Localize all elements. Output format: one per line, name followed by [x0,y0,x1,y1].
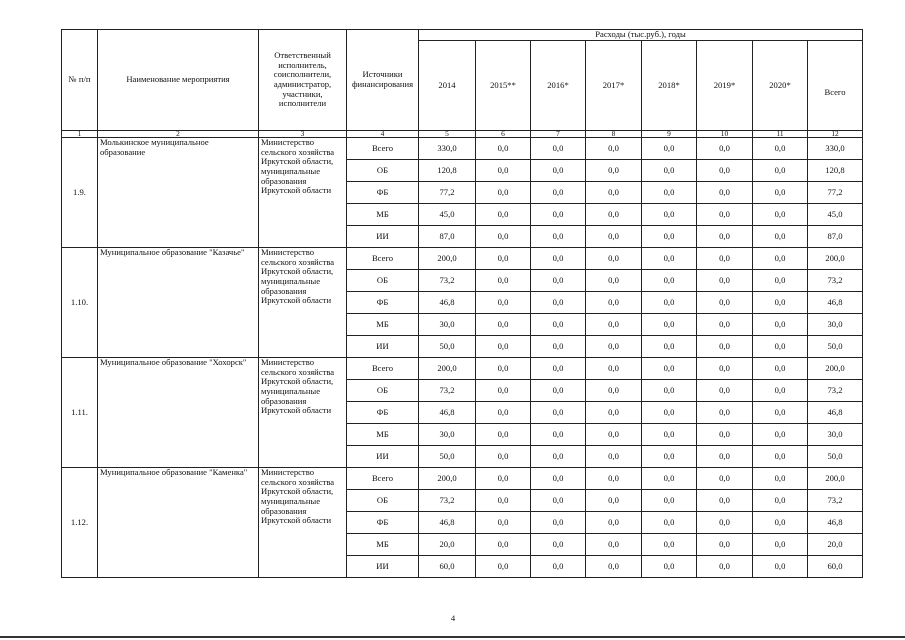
year-value: 0,0 [642,556,697,578]
total-value: 200,0 [808,358,863,380]
year-value: 45,0 [419,204,476,226]
total-value: 46,8 [808,402,863,424]
year-value: 0,0 [642,270,697,292]
column-number: 7 [531,131,586,138]
header-total: Всего [808,41,863,131]
year-value: 0,0 [476,490,531,512]
year-value: 30,0 [419,424,476,446]
year-value: 0,0 [586,534,642,556]
year-value: 0,0 [476,182,531,204]
year-value: 77,2 [419,182,476,204]
year-value: 0,0 [586,226,642,248]
year-value: 0,0 [476,292,531,314]
bottom-edge-line [0,636,905,638]
year-value: 87,0 [419,226,476,248]
year-value: 0,0 [476,534,531,556]
year-value: 0,0 [586,314,642,336]
year-value: 0,0 [531,248,586,270]
total-value: 50,0 [808,446,863,468]
year-value: 0,0 [753,292,808,314]
measure-name: Муниципальное образование "Казачье" [98,248,259,358]
year-value: 0,0 [753,468,808,490]
year-value: 0,0 [531,292,586,314]
year-value: 0,0 [531,512,586,534]
year-value: 200,0 [419,248,476,270]
total-value: 46,8 [808,512,863,534]
year-value: 120,8 [419,160,476,182]
funding-source: ФБ [347,182,419,204]
year-value: 0,0 [586,358,642,380]
funding-source: ИИ [347,336,419,358]
year-value: 0,0 [753,248,808,270]
year-value: 330,0 [419,138,476,160]
year-value: 0,0 [476,314,531,336]
year-value: 60,0 [419,556,476,578]
header-year: 2020* [753,41,808,131]
funding-source: МБ [347,424,419,446]
table-row [62,138,863,160]
column-number: 11 [753,131,808,138]
year-value: 0,0 [586,424,642,446]
year-value: 0,0 [697,248,753,270]
funding-source: ФБ [347,512,419,534]
item-number: 1.10. [62,248,98,358]
year-value: 0,0 [531,490,586,512]
year-value: 0,0 [476,446,531,468]
year-value: 0,0 [642,534,697,556]
year-value: 0,0 [476,336,531,358]
column-number: 10 [697,131,753,138]
year-value: 0,0 [697,226,753,248]
year-value: 0,0 [753,358,808,380]
funding-source: МБ [347,314,419,336]
year-value: 20,0 [419,534,476,556]
funding-source: ФБ [347,402,419,424]
year-value: 0,0 [697,292,753,314]
year-value: 0,0 [642,160,697,182]
funding-source: Всего [347,468,419,490]
year-value: 0,0 [531,182,586,204]
year-value: 0,0 [476,226,531,248]
table-body [62,138,863,578]
year-value: 0,0 [531,160,586,182]
year-value: 0,0 [753,402,808,424]
year-value: 0,0 [531,424,586,446]
year-value: 0,0 [531,468,586,490]
column-number: 9 [642,131,697,138]
year-value: 50,0 [419,336,476,358]
funding-source: МБ [347,204,419,226]
funding-source: ИИ [347,556,419,578]
budget-table [61,29,863,578]
year-value: 0,0 [642,182,697,204]
year-value: 0,0 [753,182,808,204]
year-value: 0,0 [753,424,808,446]
header-sources: Источники финансирования [347,30,419,131]
responsible-executor: Министерство сельского хозяйства Иркутской области, муниципальные образования Иркутской области [259,138,347,248]
column-number: 2 [98,131,259,138]
header-year: 2017* [586,41,642,131]
year-value: 0,0 [697,314,753,336]
year-value: 0,0 [586,248,642,270]
year-value: 0,0 [531,138,586,160]
year-value: 0,0 [531,402,586,424]
total-value: 60,0 [808,556,863,578]
year-value: 0,0 [586,270,642,292]
column-number: 6 [476,131,531,138]
year-value: 73,2 [419,380,476,402]
year-value: 0,0 [531,556,586,578]
year-value: 46,8 [419,512,476,534]
year-value: 0,0 [586,402,642,424]
table-row [62,468,863,490]
header-year: 2019* [697,41,753,131]
year-value: 0,0 [697,182,753,204]
year-value: 46,8 [419,402,476,424]
year-value: 50,0 [419,446,476,468]
column-number: 3 [259,131,347,138]
year-value: 0,0 [476,138,531,160]
year-value: 0,0 [642,248,697,270]
measure-name: Молькинское муниципальное образование [98,138,259,248]
year-value: 0,0 [753,446,808,468]
total-value: 20,0 [808,534,863,556]
year-value: 0,0 [753,512,808,534]
year-value: 0,0 [531,380,586,402]
year-value: 0,0 [697,556,753,578]
year-value: 0,0 [476,556,531,578]
funding-source: ОБ [347,160,419,182]
year-value: 46,8 [419,292,476,314]
item-number: 1.12. [62,468,98,578]
year-value: 200,0 [419,468,476,490]
funding-source: Всего [347,248,419,270]
year-value: 0,0 [753,556,808,578]
year-value: 0,0 [586,336,642,358]
funding-source: ИИ [347,446,419,468]
column-number: 4 [347,131,419,138]
year-value: 0,0 [642,402,697,424]
header-year: 2016* [531,41,586,131]
year-value: 0,0 [753,226,808,248]
table-row [62,358,863,380]
year-value: 0,0 [697,490,753,512]
year-value: 0,0 [642,446,697,468]
year-value: 0,0 [531,314,586,336]
year-value: 0,0 [697,512,753,534]
column-number: 8 [586,131,642,138]
year-value: 0,0 [642,490,697,512]
measure-name: Муниципальное образование "Хохорск" [98,358,259,468]
total-value: 30,0 [808,424,863,446]
year-value: 0,0 [642,380,697,402]
year-value: 0,0 [476,204,531,226]
year-value: 0,0 [476,160,531,182]
funding-source: ФБ [347,292,419,314]
header-name: Наименование мероприятия [98,30,259,131]
year-value: 0,0 [531,446,586,468]
year-value: 0,0 [586,138,642,160]
year-value: 0,0 [476,424,531,446]
year-value: 0,0 [697,380,753,402]
responsible-executor: Министерство сельского хозяйства Иркутской области, муниципальные образования Иркутской области [259,468,347,578]
year-value: 0,0 [697,534,753,556]
year-value: 0,0 [476,380,531,402]
year-value: 0,0 [697,446,753,468]
year-value: 0,0 [753,160,808,182]
year-value: 0,0 [531,358,586,380]
measure-name: Муниципальное образование "Каменка" [98,468,259,578]
total-value: 330,0 [808,138,863,160]
total-value: 45,0 [808,204,863,226]
header-num: № п/п [62,30,98,131]
year-value: 0,0 [753,380,808,402]
year-value: 0,0 [697,336,753,358]
year-value: 0,0 [586,182,642,204]
total-value: 200,0 [808,248,863,270]
year-value: 0,0 [586,446,642,468]
year-value: 0,0 [642,226,697,248]
column-number: 12 [808,131,863,138]
total-value: 46,8 [808,292,863,314]
year-value: 0,0 [531,226,586,248]
funding-source: ИИ [347,226,419,248]
year-value: 0,0 [753,314,808,336]
header-year: 2015** [476,41,531,131]
year-value: 0,0 [476,358,531,380]
year-value: 0,0 [586,380,642,402]
year-value: 0,0 [586,160,642,182]
funding-source: ОБ [347,270,419,292]
year-value: 0,0 [642,468,697,490]
total-value: 73,2 [808,490,863,512]
year-value: 0,0 [642,204,697,226]
year-value: 0,0 [476,270,531,292]
year-value: 0,0 [753,534,808,556]
year-value: 0,0 [697,468,753,490]
header-year: 2018* [642,41,697,131]
year-value: 0,0 [697,424,753,446]
year-value: 0,0 [697,160,753,182]
year-value: 0,0 [531,204,586,226]
year-value: 0,0 [642,314,697,336]
year-value: 0,0 [586,468,642,490]
funding-source: ОБ [347,380,419,402]
year-value: 0,0 [586,204,642,226]
column-number: 1 [62,131,98,138]
table-row [62,248,863,270]
funding-source: Всего [347,358,419,380]
total-value: 87,0 [808,226,863,248]
page-number: 4 [450,613,456,623]
header-responsible: Ответственный исполнитель, соисполнители, администратор, участники, исполнители [259,30,347,131]
year-value: 0,0 [753,270,808,292]
responsible-executor: Министерство сельского хозяйства Иркутской области, муниципальные образования Иркутской области [259,358,347,468]
total-value: 200,0 [808,468,863,490]
year-value: 0,0 [753,138,808,160]
year-value: 200,0 [419,358,476,380]
year-value: 0,0 [642,336,697,358]
year-value: 73,2 [419,490,476,512]
total-value: 73,2 [808,380,863,402]
year-value: 0,0 [476,468,531,490]
year-value: 0,0 [586,512,642,534]
year-value: 0,0 [642,292,697,314]
year-value: 0,0 [753,204,808,226]
item-number: 1.11. [62,358,98,468]
column-number: 5 [419,131,476,138]
header-expenses: Расходы (тыс.руб.), годы [419,30,863,41]
funding-source: Всего [347,138,419,160]
year-value: 0,0 [753,336,808,358]
year-value: 0,0 [476,512,531,534]
year-value: 0,0 [753,490,808,512]
funding-source: МБ [347,534,419,556]
year-value: 73,2 [419,270,476,292]
year-value: 0,0 [642,138,697,160]
year-value: 0,0 [697,138,753,160]
year-value: 0,0 [586,490,642,512]
item-number: 1.9. [62,138,98,248]
year-value: 0,0 [697,358,753,380]
year-value: 0,0 [642,424,697,446]
year-value: 0,0 [586,556,642,578]
total-value: 30,0 [808,314,863,336]
year-value: 0,0 [642,512,697,534]
total-value: 73,2 [808,270,863,292]
year-value: 0,0 [586,292,642,314]
funding-source: ОБ [347,490,419,512]
year-value: 0,0 [531,534,586,556]
year-value: 0,0 [531,336,586,358]
year-value: 0,0 [697,402,753,424]
total-value: 50,0 [808,336,863,358]
responsible-executor: Министерство сельского хозяйства Иркутской области, муниципальные образования Иркутской области [259,248,347,358]
header-year: 2014 [419,41,476,131]
year-value: 0,0 [697,270,753,292]
total-value: 77,2 [808,182,863,204]
year-value: 0,0 [642,358,697,380]
year-value: 0,0 [531,270,586,292]
year-value: 30,0 [419,314,476,336]
total-value: 120,8 [808,160,863,182]
year-value: 0,0 [476,248,531,270]
year-value: 0,0 [697,204,753,226]
year-value: 0,0 [476,402,531,424]
